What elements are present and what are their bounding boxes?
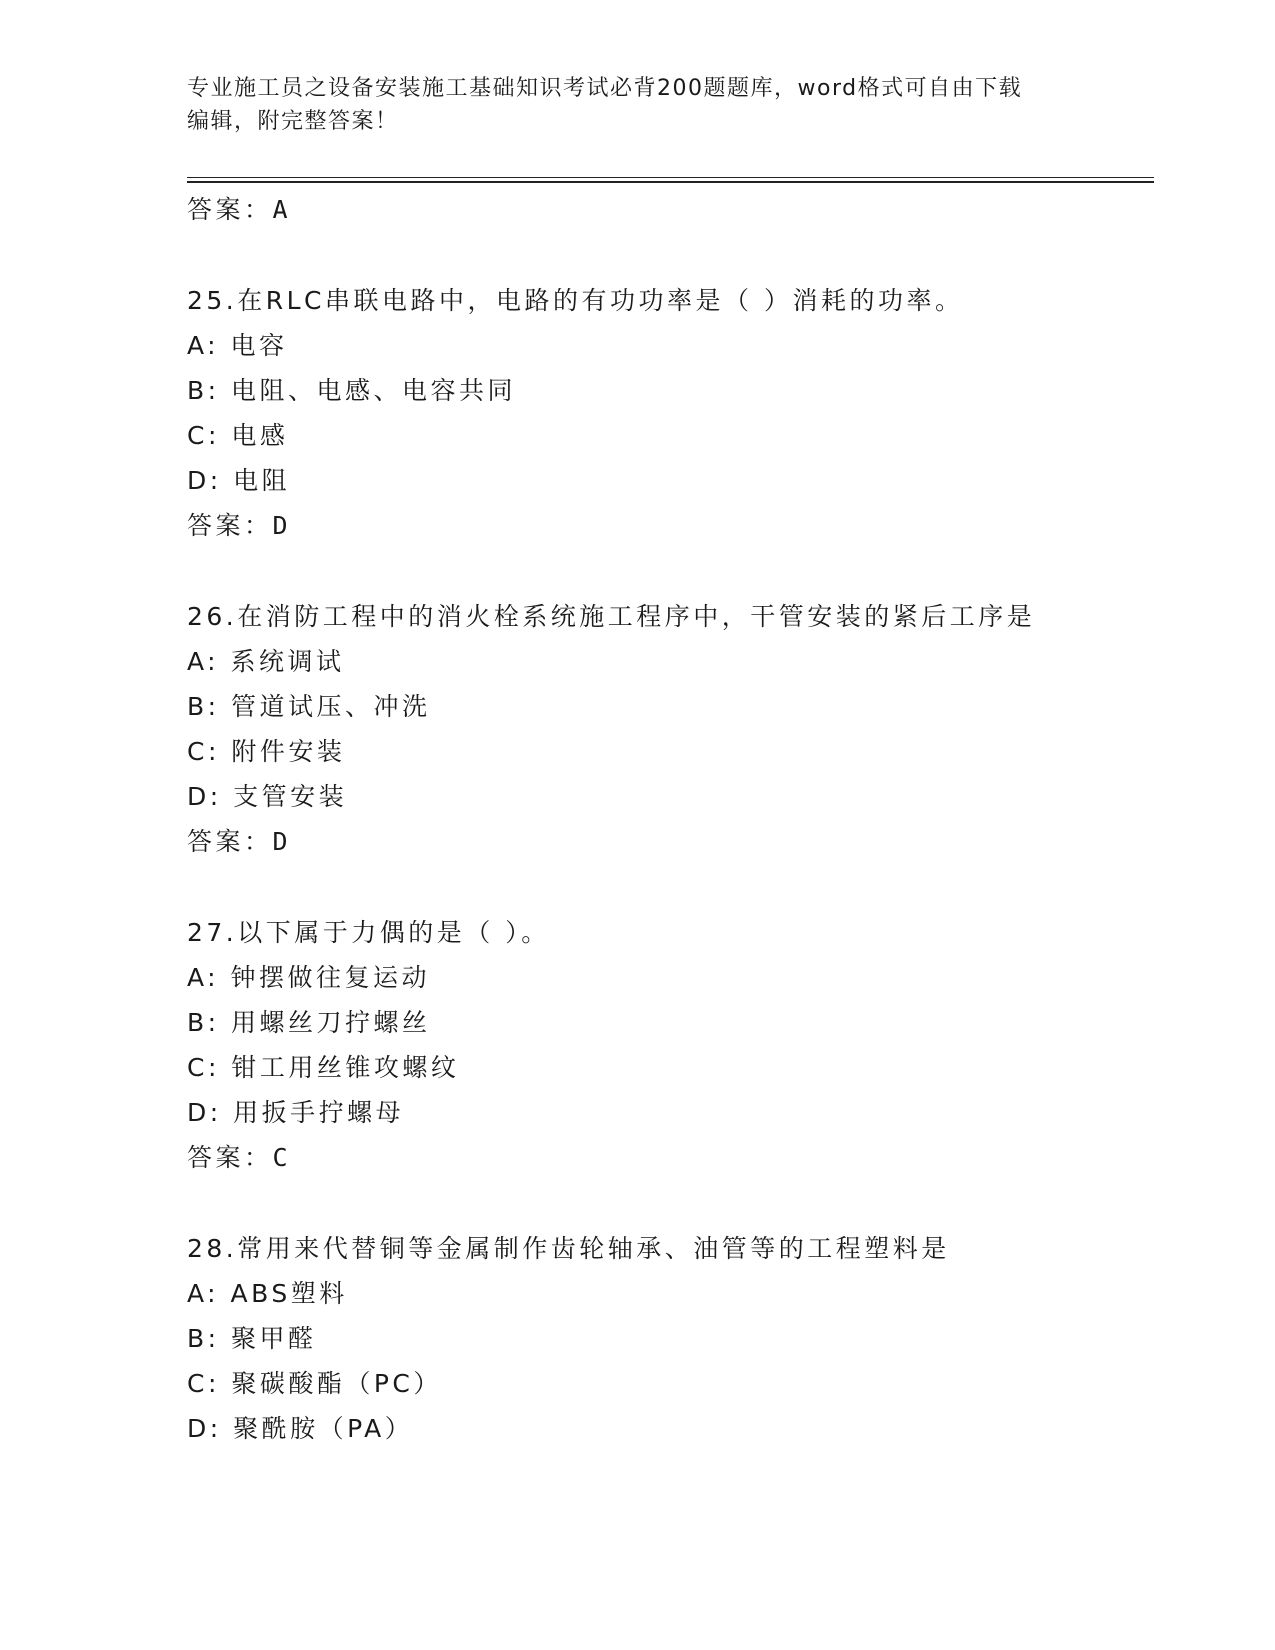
option-c: C: 聚碳酸酯（PC） — [187, 1369, 442, 1398]
question-stem: 28.常用来代替铜等金属制作齿轮轴承、油管等的工程塑料是 — [187, 1234, 950, 1263]
option-a: A: 系统调试 — [187, 647, 345, 676]
option-d: D: 用扳手拧螺母 — [187, 1098, 405, 1127]
answer — [187, 1135, 1147, 1180]
document-header — [187, 72, 1067, 138]
option-b: B: 电阻、电感、电容共同 — [187, 376, 517, 405]
answer-value: A — [272, 195, 288, 224]
answer — [187, 503, 1147, 548]
answer — [187, 819, 1147, 864]
answer-label: 答案： — [187, 511, 273, 540]
option-c: C: 附件安装 — [187, 737, 346, 766]
question-list — [187, 187, 1147, 1451]
answer-value: C — [272, 1143, 288, 1172]
option-c: C: 钳工用丝锥攻螺纹 — [187, 1053, 460, 1082]
header-divider-thin — [187, 177, 1154, 178]
option-a: A: 钟摆做往复运动 — [187, 963, 431, 992]
option-b: B: 聚甲醛 — [187, 1324, 317, 1353]
question-27 — [187, 910, 1147, 1180]
option-d: D: 电阻 — [187, 466, 291, 495]
answer-label: 答案： — [187, 827, 273, 856]
option-a: A: ABS塑料 — [187, 1279, 348, 1308]
question-28 — [187, 1226, 1147, 1451]
option-b: B: 用螺丝刀拧螺丝 — [187, 1008, 431, 1037]
option-d: D: 支管安装 — [187, 782, 348, 811]
question-stem: 27.以下属于力偶的是（ ）。 — [187, 918, 550, 947]
question-stem: 25.在RLC串联电路中，电路的有功功率是（ ）消耗的功率。 — [187, 286, 964, 315]
answer-value: D — [272, 511, 288, 540]
previous-answer — [187, 187, 1147, 232]
question-26 — [187, 594, 1147, 864]
option-a: A: 电容 — [187, 331, 288, 360]
header-line-2: 编辑，附完整答案！ — [187, 109, 399, 134]
answer-value: D — [272, 827, 288, 856]
option-d: D: 聚酰胺（PA） — [187, 1414, 414, 1443]
answer-label: 答案： — [187, 1143, 273, 1172]
question-stem: 26.在消防工程中的消火栓系统施工程序中，干管安装的紧后工序是 — [187, 602, 1036, 631]
option-c: C: 电感 — [187, 421, 289, 450]
option-b: B: 管道试压、冲洗 — [187, 692, 431, 721]
header-divider-thick — [187, 181, 1154, 183]
header-line-1: 专业施工员之设备安装施工基础知识考试必背200题题库，word格式可自由下载 — [187, 76, 1023, 101]
question-25 — [187, 278, 1147, 548]
answer-label: 答案： — [187, 195, 273, 224]
